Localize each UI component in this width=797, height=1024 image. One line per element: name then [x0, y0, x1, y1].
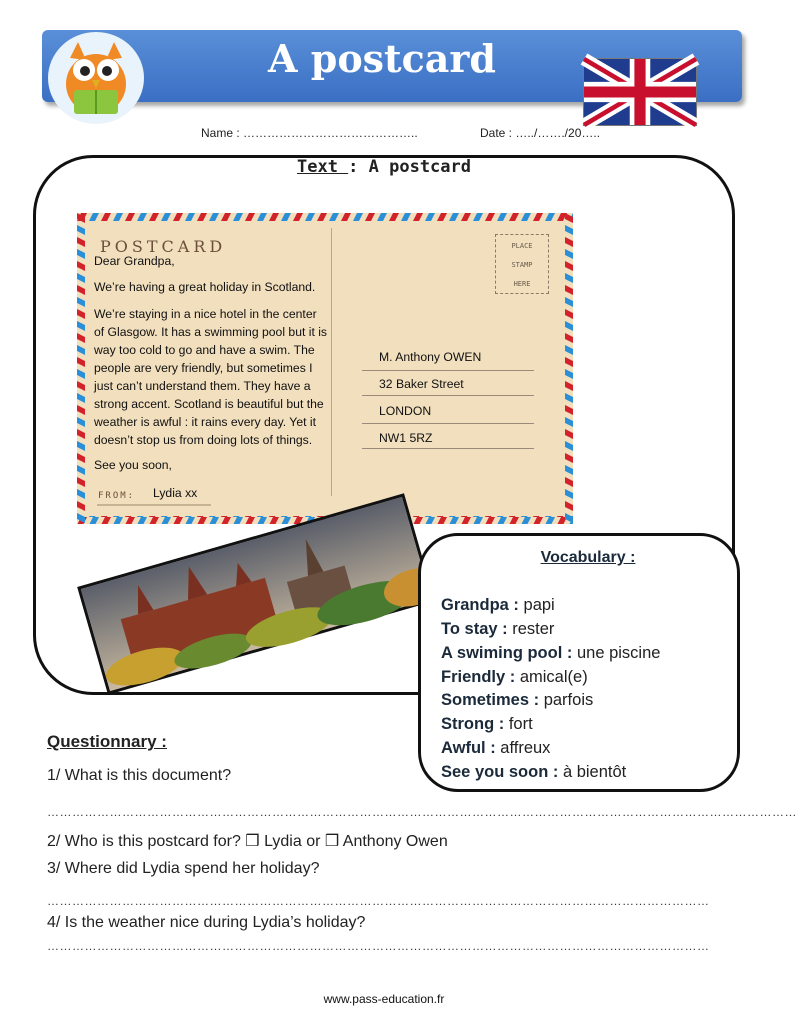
vocabulary-meaning: une piscine [572, 644, 661, 662]
question-4: 4/ Is the weather nice during Lydia’s holiday? [47, 914, 366, 931]
section-heading-prefix: Text [296, 157, 349, 177]
address-rule [362, 370, 534, 371]
stamp-line: STAMP [511, 261, 533, 269]
postcard-body-line: strong accent. Scotland is beautiful but the [94, 397, 324, 411]
vocabulary-item [441, 620, 554, 639]
address-line: LONDON [379, 404, 432, 418]
section-heading [0, 157, 768, 177]
answer-line-4[interactable]: …………………………………………………………………………………………………………………………………………… [47, 939, 710, 953]
postcard-greeting: Dear Grandpa, [94, 254, 175, 268]
vocabulary-meaning: à bientôt [558, 763, 627, 781]
vocabulary-meaning: fort [504, 715, 533, 733]
stamp-box [495, 234, 549, 294]
date-field[interactable]: Date : …../……./20….. [480, 126, 601, 140]
question-3: 3/ Where did Lydia spend her holiday? [47, 860, 320, 877]
question-2: 2/ Who is this postcard for? ❒ Lydia or ❒ Anthony Owen [47, 833, 448, 850]
vocabulary-meaning: rester [507, 620, 555, 638]
vocabulary-item [441, 668, 588, 687]
section-heading-suffix: : A postcard [348, 157, 471, 177]
vocabulary-term: Friendly : [441, 668, 516, 686]
address-rule [362, 423, 534, 424]
vocabulary-item [441, 691, 593, 710]
vocabulary-term: Grandpa : [441, 596, 519, 614]
vocabulary-term: A swiming pool : [441, 644, 573, 662]
postcard-title: POSTCARD [100, 237, 227, 256]
vocabulary-term: To stay : [441, 620, 508, 638]
postcard-line: We’re having a great holiday in Scotland. [94, 280, 316, 294]
postcard-body-line: just can’t understand them. They have a [94, 379, 311, 393]
vocabulary-item [441, 715, 533, 734]
questionnaire-title: Questionnary : [47, 732, 167, 751]
vocabulary-item [441, 644, 660, 663]
vocabulary-term: Awful : [441, 739, 496, 757]
vocabulary-meaning: amical(e) [515, 668, 588, 686]
address-rule [362, 448, 534, 449]
vocabulary-term: Strong : [441, 715, 505, 733]
question-1: 1/ What is this document? [47, 767, 232, 784]
postcard-body-line: doesn’t stop us from doing lots of things. [94, 433, 313, 447]
postcard-body-line: people are very friendly, but sometimes I [94, 361, 313, 375]
postcard-body-line: weather is awful : it rains every day. Yet it [94, 415, 316, 429]
footer-url[interactable]: www.pass-education.fr [323, 992, 445, 1006]
postcard-body [94, 305, 354, 449]
vocabulary-term: See you soon : [441, 763, 559, 781]
answer-line-1[interactable]: ……………………………………………………………………………………………………………………………………………………………… [47, 805, 797, 819]
stamp-line: HERE [513, 280, 531, 288]
uk-flag-icon [583, 58, 697, 126]
address-line: 32 Baker Street [379, 377, 464, 391]
vocabulary-meaning: parfois [539, 691, 594, 709]
address-rule [362, 395, 534, 396]
page-title: A postcard [268, 36, 496, 81]
postcard-closing: See you soon, [94, 458, 172, 472]
postcard-body-line: way too cold to go and have a swim. The [94, 343, 315, 357]
stamp-line: PLACE [511, 242, 533, 250]
vocabulary-item [441, 763, 626, 782]
from-label: FROM: [98, 491, 136, 501]
answer-line-3[interactable]: …………………………………………………………………………………………………………………………………………… [47, 894, 710, 908]
vocabulary-item [441, 739, 550, 758]
vocabulary-title: Vocabulary : [540, 549, 636, 566]
address-line: M. Anthony OWEN [379, 350, 482, 364]
address-line: NW1 5RZ [379, 431, 433, 445]
vocabulary-meaning: papi [518, 596, 555, 614]
postcard-body-line: of Glasgow. It has a swimming pool but it is [94, 325, 328, 339]
vocabulary-item [441, 596, 555, 615]
vocabulary-term: Sometimes : [441, 691, 540, 709]
name-field[interactable]: Name : …………………………………….. [201, 126, 418, 140]
vocabulary-meaning: affreux [495, 739, 551, 757]
signature: Lydia xx [153, 486, 198, 500]
postcard-body-line: We’re staying in a nice hotel in the center [94, 307, 317, 321]
